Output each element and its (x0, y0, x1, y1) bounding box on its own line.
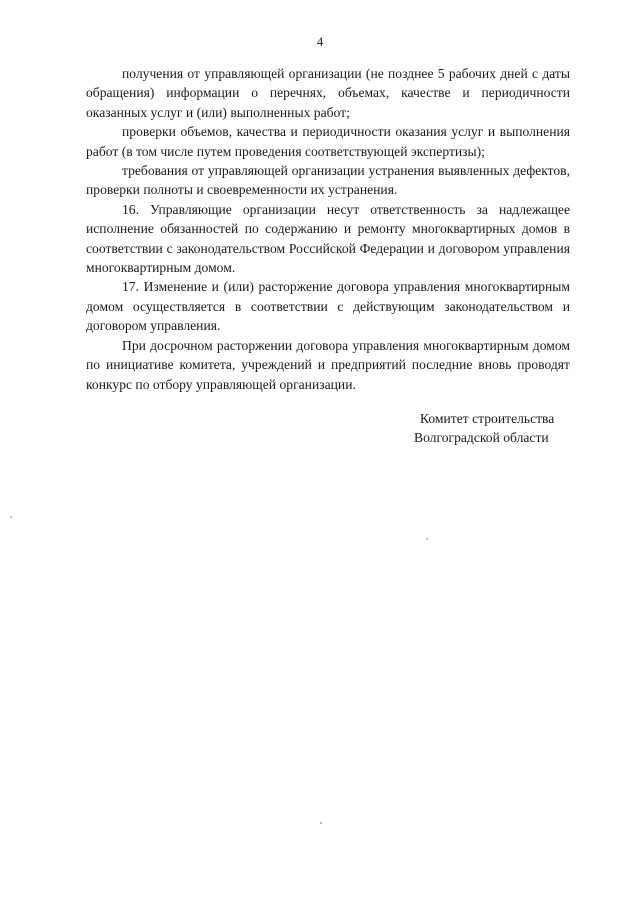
paragraph-information-request: получения от управляющей организации (не позднее 5 рабочих дней с даты обращения) информации о перечнях, объемах, качестве и периодичности оказанных услуг и (или) выполненных работ; (86, 66, 570, 120)
signature-block (402, 409, 582, 448)
signature-line-1: Комитет строительства (420, 411, 555, 426)
paragraph-inspection: проверки объемов, качества и периодичности оказания услуг и выполнения работ (в том числе путем проведения соответствующей экспертизы); (86, 124, 570, 159)
scan-speck (320, 822, 322, 824)
paragraph-defects: требования от управляющей организации устранения выявленных дефектов, проверки полноты и своевременности их устранения. (86, 163, 570, 198)
page-number: 4 (316, 34, 324, 49)
scan-speck (10, 516, 12, 518)
signature-line-2: Волгоградской области (414, 430, 549, 446)
scan-speck (426, 538, 428, 540)
paragraph-clause-17: 17. Изменение и (или) расторжение договора управления многоквартирным домом осуществляется в соответствии с действующим законодательством и договором управления. (86, 279, 570, 334)
paragraph-clause-16: 16. Управляющие организации несут ответственность за надлежащее исполнение обязанностей по содержанию и ремонту многоквартирных домов в соответствии с законодательством Российской Федерации и договором управления многоквартирным домом. (86, 201, 570, 276)
paragraph-early-termination: При досрочном расторжении договора управления многоквартирным домом по инициативе комитета, учреждений и предприятий последние вновь проводят конкурс по отбору управляющей организации. (86, 337, 570, 392)
document-body (86, 64, 570, 394)
